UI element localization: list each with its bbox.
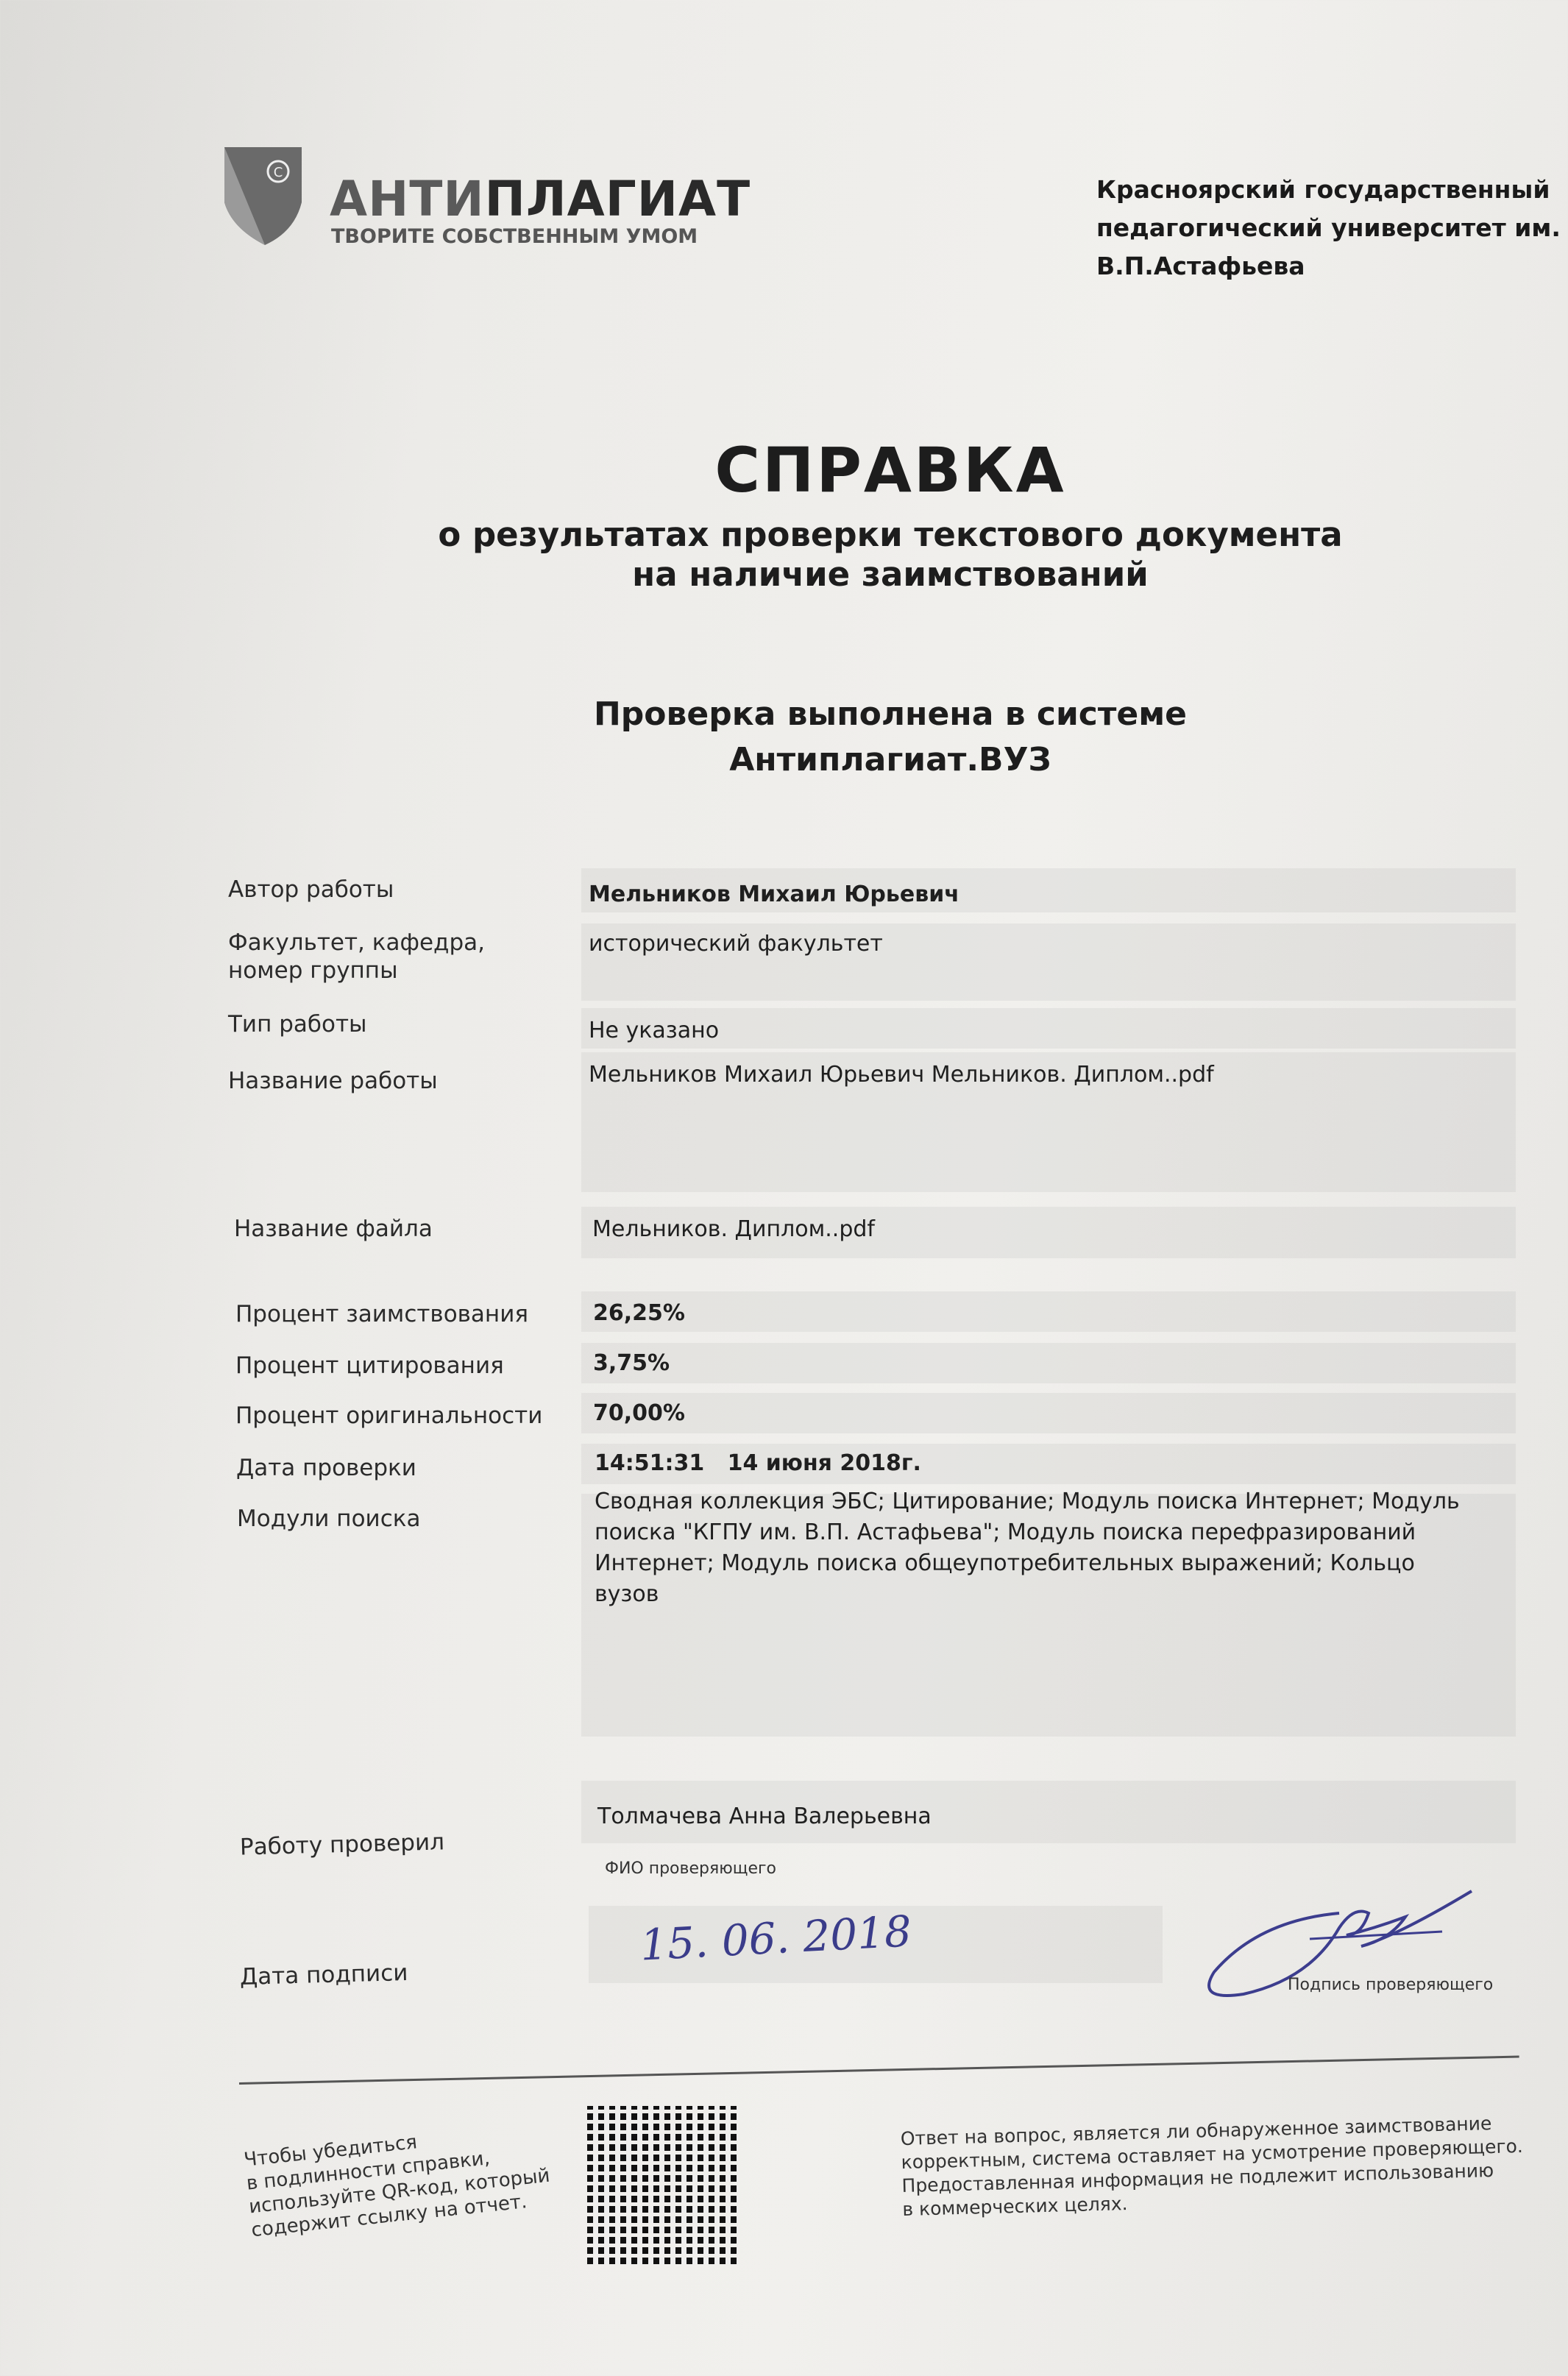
antiplagiat-shield-logo (221, 143, 305, 247)
qr-instructions: Чтобы убедиться в подлинности справки, используйте QR-код, который содержит ссылку на отчет. (243, 2131, 551, 2242)
orig-label: Процент оригинальности (235, 1402, 543, 1429)
type-box (581, 1008, 1516, 1049)
sign-date-label: Дата подписи (239, 1960, 408, 1990)
document-title: СПРАВКА (714, 434, 1066, 506)
cite-label: Процент цитирования (235, 1352, 504, 1379)
svg-text:C: C (273, 165, 283, 180)
checker-label: Работу проверил (239, 1829, 445, 1861)
borrow-box (581, 1291, 1516, 1332)
footer-divider (239, 2056, 1519, 2085)
university-name: Красноярский государственный педагогический университет им. В.П.Астафьева (1096, 175, 1561, 280)
cite-value: 3,75% (593, 1350, 670, 1376)
disclaimer: Ответ на вопрос, является ли обнаруженное заимствование корректным, система оставляет на усмотрение проверяющего. Предоставленная информация не подлежит использованию в коммерческих целях. (900, 2113, 1524, 2221)
faculty-value: исторический факультет (589, 931, 883, 957)
modules-value: Сводная коллекция ЭБС; Цитирование; Модуль поиска Интернет; Модуль поиска "КГПУ им. В.П. Астафьева"; Модуль поиска перефразирований Интернет; Модуль поиска общеупотребительных выражений; Кольцо вузов (595, 1489, 1460, 1607)
borrow-label: Процент заимствования (235, 1301, 528, 1327)
checker-caption: ФИО проверяющего (605, 1859, 777, 1878)
orig-value: 70,00% (593, 1400, 685, 1426)
modules-label: Модули поиска (237, 1506, 421, 1532)
qr-code[interactable] (587, 2106, 738, 2264)
logo-slogan: ТВОРИТЕ СОБСТВЕННЫМ УМОМ (331, 225, 698, 248)
signature-caption: Подпись проверяющего (1288, 1976, 1494, 1994)
document-subtitle: о результатах проверки текстового документа на наличие заимствований (438, 515, 1343, 594)
type-value: Не указано (589, 1018, 720, 1043)
logo-wordmark: АНТИПЛАГИАТ (330, 171, 751, 227)
orig-box (581, 1393, 1516, 1433)
borrow-value: 26,25% (593, 1300, 685, 1326)
author-value: Мельников Михаил Юрьевич (589, 882, 959, 907)
cite-box (581, 1343, 1516, 1383)
signature-image (1199, 1884, 1479, 2031)
system-name: Проверка выполнена в системе Антиплагиат.ВУЗ (593, 695, 1188, 779)
faculty-label: Факультет, кафедра, номер группы (228, 929, 485, 984)
date-label: Дата проверки (236, 1455, 416, 1481)
file-label: Название файла (234, 1216, 433, 1242)
file-value: Мельников. Диплом..pdf (592, 1216, 875, 1242)
sign-date-handwritten: 15. 06. 2018 (639, 1906, 913, 1971)
type-label: Тип работы (228, 1011, 367, 1038)
date-value: 14:51:31 14 июня 2018г. (595, 1450, 921, 1476)
work-name-label: Название работы (228, 1068, 438, 1094)
author-label: Автор работы (228, 876, 394, 903)
checker-value: Толмачева Анна Валерьевна (597, 1804, 932, 1829)
work-name-value: Мельников Михаил Юрьевич Мельников. Диплом..pdf (589, 1062, 1214, 1088)
